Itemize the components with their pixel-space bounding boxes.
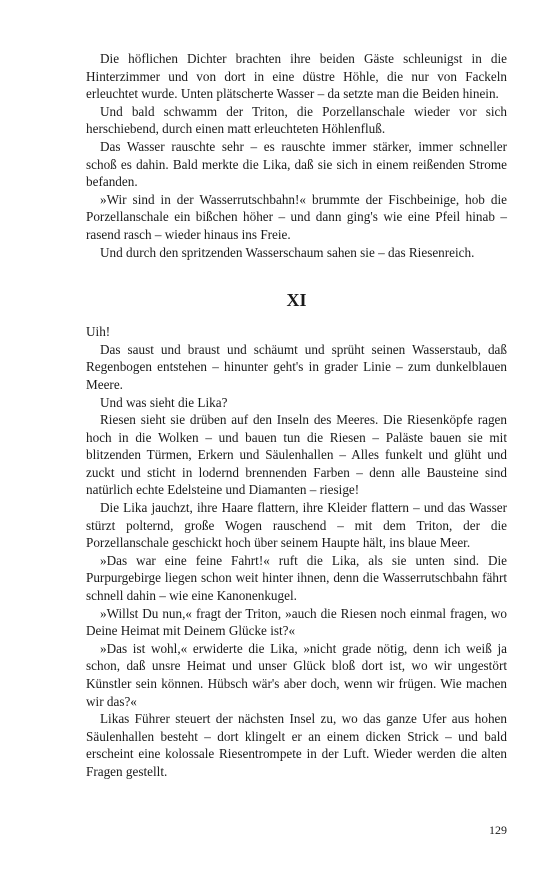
paragraph: Und was sieht die Lika? <box>100 394 228 410</box>
paragraph: »Wir sind in der Wasserrutschbahn!« brummte der Fischbeinige, hob die Porzellanschale ein bißchen höher – und dann ging's wie eine Pfeil hinab – rasend rasch – wieder hinaus ins Freie. <box>86 191 507 242</box>
paragraph: Und durch den spritzenden Wasserschaum sahen sie – das Riesenreich. <box>100 244 475 260</box>
book-page-text <box>86 50 507 781</box>
paragraph: Und bald schwamm der Triton, die Porzellanschale wieder vor sich herschiebend, durch einen matt erleuchteten Höhlenfluß. <box>86 103 507 137</box>
paragraph: Likas Führer steuert der nächsten Insel zu, wo das ganze Ufer aus hohen Säulenhallen besteht – dort klingelt er an einem dicken Strick – und bald erscheint eine kolossale Riesentrompete in der Luft. Wieder werden die alten Fragen gestellt. <box>86 711 507 779</box>
paragraph: Das Wasser rauschte sehr – es rauschte immer stärker, immer schneller schoß es dahin. Bald merkte die Lika, daß sie sich in einem reißenden Strome befanden. <box>86 138 507 190</box>
page-number: 129 <box>489 823 507 837</box>
chapter-heading: XI <box>286 290 307 311</box>
paragraph: »Willst Du nun,« fragt der Triton, »auch die Riesen noch einmal fragen, wo Deine Heimat mit Deinem Glücke ist?« <box>86 605 507 639</box>
paragraph: Das saust und braust und schäumt und sprüht seinen Wasserstaub, daß Regenbogen entstehen – hinunter geht's in grader Linie – zum dunkelblauen Meere. <box>86 341 507 392</box>
paragraph: »Das war eine feine Fahrt!« ruft die Lika, als sie unten sind. Die Purpurgebirge liegen schon weit hinter ihnen, denn die Wasserrutschbahn fährt schnell dahin – wie eine Kanonenkugel. <box>86 552 507 604</box>
paragraph: »Das ist wohl,« erwiderte die Lika, »nicht grade nötig, denn ich weiß ja schon, daß unsre Heimat und unser Glück bloß dort ist, wo wir ungestört Künstler sein können. Hübsch wär's aber doch, wenn wir frügen. Wie machen wir das?« <box>86 640 507 709</box>
paragraph: Die Lika jauchzt, ihre Haare flattern, ihre Kleider flattern – und das Wasser stürzt polternd, große Wogen rauschend – mit dem Triton, der die Porzellanschale geschickt hoch über seinem Haupte hält, ins blaue Meer. <box>86 500 507 551</box>
paragraph: Die höflichen Dichter brachten ihre beiden Gäste schleunigst in die Hinterzimmer und von dort in eine düstre Höhle, die nur von Fackeln erleuchtet wurde. Unten plätscherte Wasser – da setzte man die Beiden hinein. <box>86 51 507 102</box>
chapter-first-line: Uih! <box>86 324 111 340</box>
paragraph: Riesen sieht sie drüben auf den Inseln des Meeres. Die Riesenköpfe ragen hoch in die Wolken – und bauen tun die Riesen – Paläste bauen sie mit blitzenden Türmen, Erkern und Säulenhallen – Alles funkelt und glüht und zuckt und sticht in lodernd brennenden Farben – denn alle Bausteine sind natürlich echte Edelsteine und Diamanten – riesige! <box>86 412 507 498</box>
